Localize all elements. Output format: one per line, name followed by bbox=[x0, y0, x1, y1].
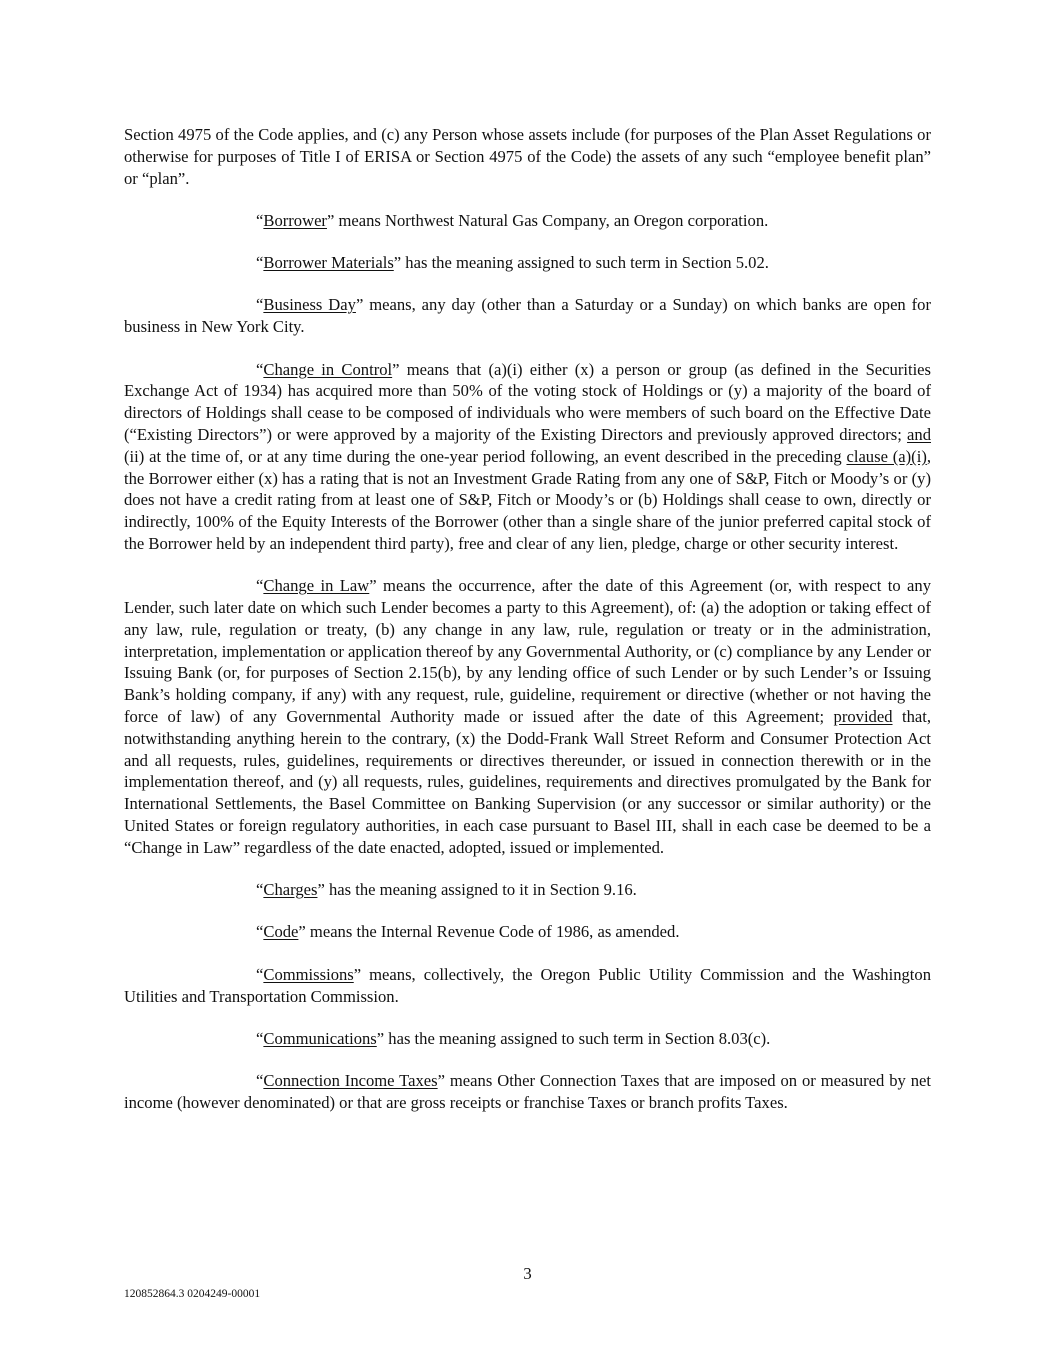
definition-text: ” means the Internal Revenue Code of 1986, as amended. bbox=[298, 922, 680, 942]
definition-borrower-materials: “Borrower Materials” has the meaning assigned to such term in Section 5.02. bbox=[256, 253, 769, 273]
defined-term: Borrower Materials bbox=[263, 253, 394, 273]
defined-term: Borrower bbox=[263, 210, 327, 230]
definition-text: ” means, collectively, the Oregon Public Utility Commission and the Washington Utilities and Transportation Commission. bbox=[124, 964, 931, 1006]
definition-borrower: “Borrower” means Northwest Natural Gas Company, an Oregon corporation. bbox=[256, 210, 769, 230]
defined-term: Commissions bbox=[263, 964, 354, 984]
definition-text: ” means the occurrence, after the date of this Agreement (or, with respect to any Lender, such later date on which such Lender becomes a party to this Agreement), of: (a) the adoption or taking effect of any law, rule, regulation or treaty, (b) any change in any law, rule, regulation or treaty or in the administration, interpretation, implementation or application thereof by any Governmental Authority, or (c) compliance by any Lender or Issuing Bank (or, for purposes of Section 2.15(b), by any lending office of such Lender or by such Lender’s or Issuing Bank’s holding company, if any) with any request, rule, guideline, requirement or directive (whether or not having the force of law) of any Governmental Authority made or issued after the date of this Agreement; bbox=[124, 576, 931, 727]
defined-term: Change in Control bbox=[263, 359, 393, 379]
definition-text: , the Borrower either (x) has a rating that is not an Investment Grade Rating from any one of S&P, Fitch or Moody’s or (y) does not have a credit rating from at least one of S&P, Fitch or Moody’s or (b) Holdings shall cease to own, directly or indirectly, 100% of the Equity Interests of the Borrower (other than a single share of the junior preferred capital stock of the Borrower held by an independent third party), free and clear of any lien, pledge, charge or other security interest. bbox=[124, 446, 932, 553]
underlined-provided: provided bbox=[833, 707, 893, 727]
defined-term: Change in Law bbox=[263, 576, 370, 596]
defined-term: Communications bbox=[263, 1028, 377, 1048]
definition-code: “Code” means the Internal Revenue Code of 1986, as amended. bbox=[256, 922, 680, 942]
page-number: 3 bbox=[523, 1264, 532, 1283]
defined-term: Charges bbox=[263, 880, 318, 900]
underlined-and: and bbox=[907, 424, 931, 444]
definition-commissions: “Commissions” means, collectively, the Oregon Public Utility Commission and the Washington Utilities and Transportation Commission. bbox=[124, 964, 931, 1006]
definition-connection-income-taxes: “Connection Income Taxes” means Other Connection Taxes that are imposed on or measured by net income (however denominated) or that are gross receipts or franchise Taxes or branch profits Taxes. bbox=[124, 1071, 932, 1112]
definition-change-in-control: “Change in Control” means that (a)(i) either (x) a person or group (as defined in the Securities Exchange Act of 1934) has acquired more than 50% of the voting stock of Holdings or (y) a majority of the board of directors of Holdings shall cease to be composed of individuals who were members of such board on the Effective Date (“Existing Directors”) or were approved by a majority of the Existing Directors and previously approved directors; and (ii) at the time of, or at any time during the one-year period following, an event described in the preceding clause (a)(i), the Borrower either (x) has a rating that is not an Investment Grade Rating from any one of S&P, Fitch or Moody’s or (y) does not have a credit rating from at least one of S&P, Fitch or Moody’s or (b) Holdings shall cease to own, directly or indirectly, 100% of the Equity Interests of the Borrower (other than a single share of the junior preferred capital stock of the Borrower held by an independent third party), free and clear of any lien, pledge, charge or other security interest. bbox=[124, 359, 932, 553]
definition-communications: “Communications” has the meaning assigned to such term in Section 8.03(c). bbox=[256, 1028, 771, 1048]
definition-text: ” has the meaning assigned to it in Section 9.16. bbox=[317, 880, 637, 900]
definition-text: (ii) at the time of, or at any time during the one-year period following, an event described in the preceding bbox=[124, 446, 847, 466]
definition-business-day: “Business Day” means, any day (other than a Saturday or a Sunday) on which banks are open for business in New York City. bbox=[124, 295, 931, 337]
defined-term: Connection Income Taxes bbox=[263, 1071, 438, 1091]
defined-term: Code bbox=[263, 922, 299, 942]
definition-text: ” has the meaning assigned to such term in Section 5.02. bbox=[393, 253, 769, 273]
clause-reference: clause (a)(i) bbox=[846, 446, 927, 466]
document-page bbox=[124, 124, 931, 1134]
definition-change-in-law: “Change in Law” means the occurrence, after the date of this Agreement (or, with respect to any Lender, such later date on which such Lender becomes a party to this Agreement), of: (a) the adoption or taking effect of any law, rule, regulation or treaty, (b) any change in any law, rule, regulation or treaty or in the administration, interpretation, implementation or application thereof by any Governmental Authority, or (c) compliance by any Lender or Issuing Bank (or, for purposes of Section 2.15(b), by any lending office of such Lender or by such Lender’s or Issuing Bank’s holding company, if any) with any request, rule, guideline, requirement or directive (whether or not having the force of law) of any Governmental Authority made or issued after the date of this Agreement; provided that, notwithstanding anything herein to the contrary, (x) the Dodd-Frank Wall Street Reform and Consumer Protection Act and all requests, rules, guidelines, requirements or directives thereunder, or issued in connection therewith or in the implementation thereof, and (y) all requests, rules, guidelines, requirements and directives promulgated by the Bank for International Settlements, the Basel Committee on Banking Supervision (or any successor or similar authority) or the United States or foreign regulatory authorities, in each case pursuant to Basel III, shall in each case be deemed to be a “Change in Law” regardless of the date enacted, adopted, issued or implemented. bbox=[124, 576, 932, 857]
document-id: 120852864.3 0204249-00001 bbox=[124, 1288, 261, 1300]
definition-text: ” means Other Connection Taxes that are imposed on or measured by net income (however denominated) or that are gross receipts or franchise Taxes or branch profits Taxes. bbox=[124, 1071, 932, 1112]
intro-paragraph: Section 4975 of the Code applies, and (c) any Person whose assets include (for purposes of the Plan Asset Regulations or otherwise for purposes of Title I of ERISA or Section 4975 of the Code) the assets of any such “employee benefit plan” or “plan”. bbox=[124, 125, 931, 188]
definition-text: ” has the meaning assigned to such term in Section 8.03(c). bbox=[376, 1028, 771, 1048]
definition-text: that, notwithstanding anything herein to the contrary, (x) the Dodd-Frank Wall Street Reform and Consumer Protection Act and all requests, rules, guidelines, requirements or directives thereunder, or issued in connection therewith or in the implementation thereof, and (y) all requests, rules, guidelines, requirements and directives promulgated by the Bank for International Settlements, the Basel Committee on Banking Supervision (or any successor or similar authority) or the United States or foreign regulatory authorities, in each case pursuant to Basel III, shall in each case be deemed to be a “Change in Law” regardless of the date enacted, adopted, issued or implemented. bbox=[124, 707, 932, 857]
definition-text: ” means Northwest Natural Gas Company, an Oregon corporation. bbox=[326, 210, 769, 230]
definition-text: ” means, any day (other than a Saturday or a Sunday) on which banks are open for business in New York City. bbox=[124, 295, 931, 337]
defined-term: Business Day bbox=[263, 295, 356, 315]
definition-charges: “Charges” has the meaning assigned to it in Section 9.16. bbox=[256, 880, 637, 900]
definition-text: ” means that (a)(i) either (x) a person or group (as defined in the Securities Exchange Act of 1934) has acquired more than 50% of the voting stock of Holdings or (y) a majority of the board of directors of Holdings shall cease to be composed of individuals who were members of such board on the Effective Date (“Existing Directors”) or were approved by a majority of the Existing Directors and previously approved directors; bbox=[124, 359, 931, 444]
